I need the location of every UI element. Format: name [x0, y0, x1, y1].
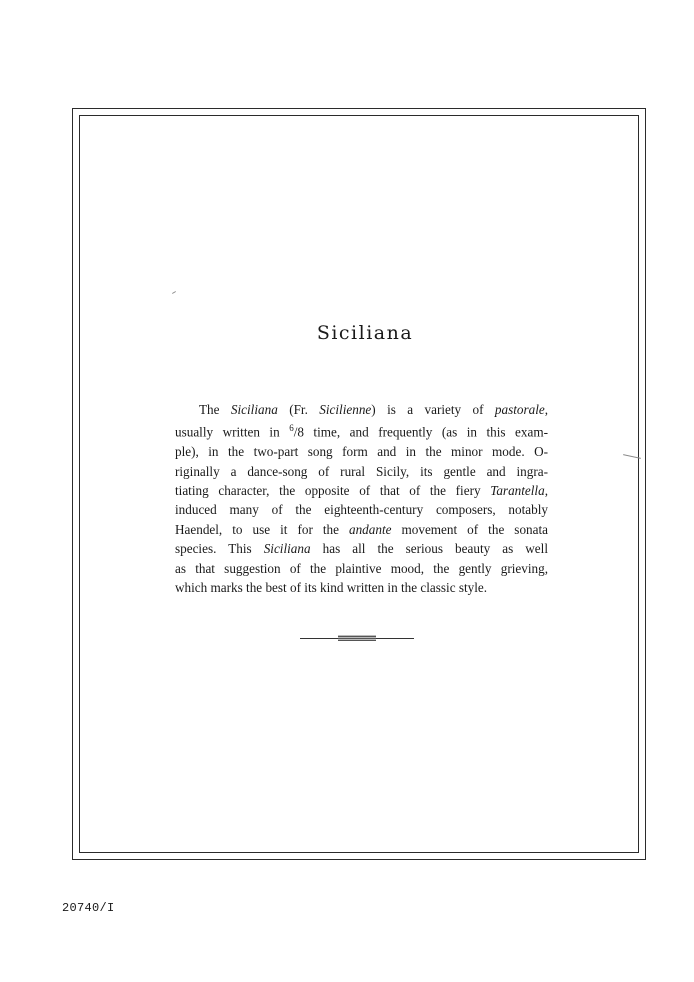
text-run: induced many of the eighteenth-century composers, notably [175, 502, 548, 518]
page-title: Siciliana [316, 322, 414, 344]
description-paragraph [175, 400, 548, 597]
text-run: Haendel, to use it for the [175, 521, 349, 537]
paragraph-line [175, 500, 548, 519]
divider-center-bar [338, 635, 376, 641]
text-run: has all the serious beauty as well [310, 541, 548, 557]
text-run: riginally a dance-song of rural Sicily, its gentle and ingra- [175, 463, 548, 479]
paragraph-line [175, 559, 548, 578]
paragraph-line [175, 400, 548, 419]
text-run: ple), in the two-part song form and in the minor mode. O- [175, 444, 548, 460]
italic-term: pastorale [494, 402, 545, 417]
text-run: species. This [175, 541, 264, 557]
italic-term: Siciliana [263, 541, 311, 557]
text-run: movement of the sonata [391, 521, 548, 537]
paragraph-line [175, 462, 548, 481]
paragraph-line [175, 442, 548, 461]
paragraph-line [175, 481, 548, 500]
text-run: The [199, 402, 231, 417]
text-run: /8 time, and frequently (as in this exam- [293, 424, 548, 440]
text-run: which marks the best of its kind written in the classic style. [175, 580, 488, 596]
italic-term: Sicilienne [319, 402, 372, 417]
text-run: , [544, 402, 549, 417]
italic-term: Siciliana [230, 402, 278, 417]
text-run: tiating character, the opposite of that of the fiery [175, 483, 491, 499]
italic-term: Tarantella [490, 483, 545, 499]
time-signature-numerator: 6 [289, 423, 294, 434]
text-run: , [544, 483, 548, 499]
text-run: (Fr. [277, 402, 320, 417]
paragraph-line [175, 539, 548, 558]
paragraph-line [175, 520, 548, 539]
text-run: usually written in [175, 424, 290, 440]
text-run: as that suggestion of the plaintive mood, the gently grieving, [175, 560, 548, 576]
paragraph-line [175, 578, 548, 597]
ornamental-divider [300, 634, 414, 644]
italic-term: andante [348, 521, 392, 537]
paragraph-line [175, 419, 548, 442]
plate-number: 20740/I [62, 901, 115, 915]
text-run: ) is a variety of [371, 402, 495, 417]
